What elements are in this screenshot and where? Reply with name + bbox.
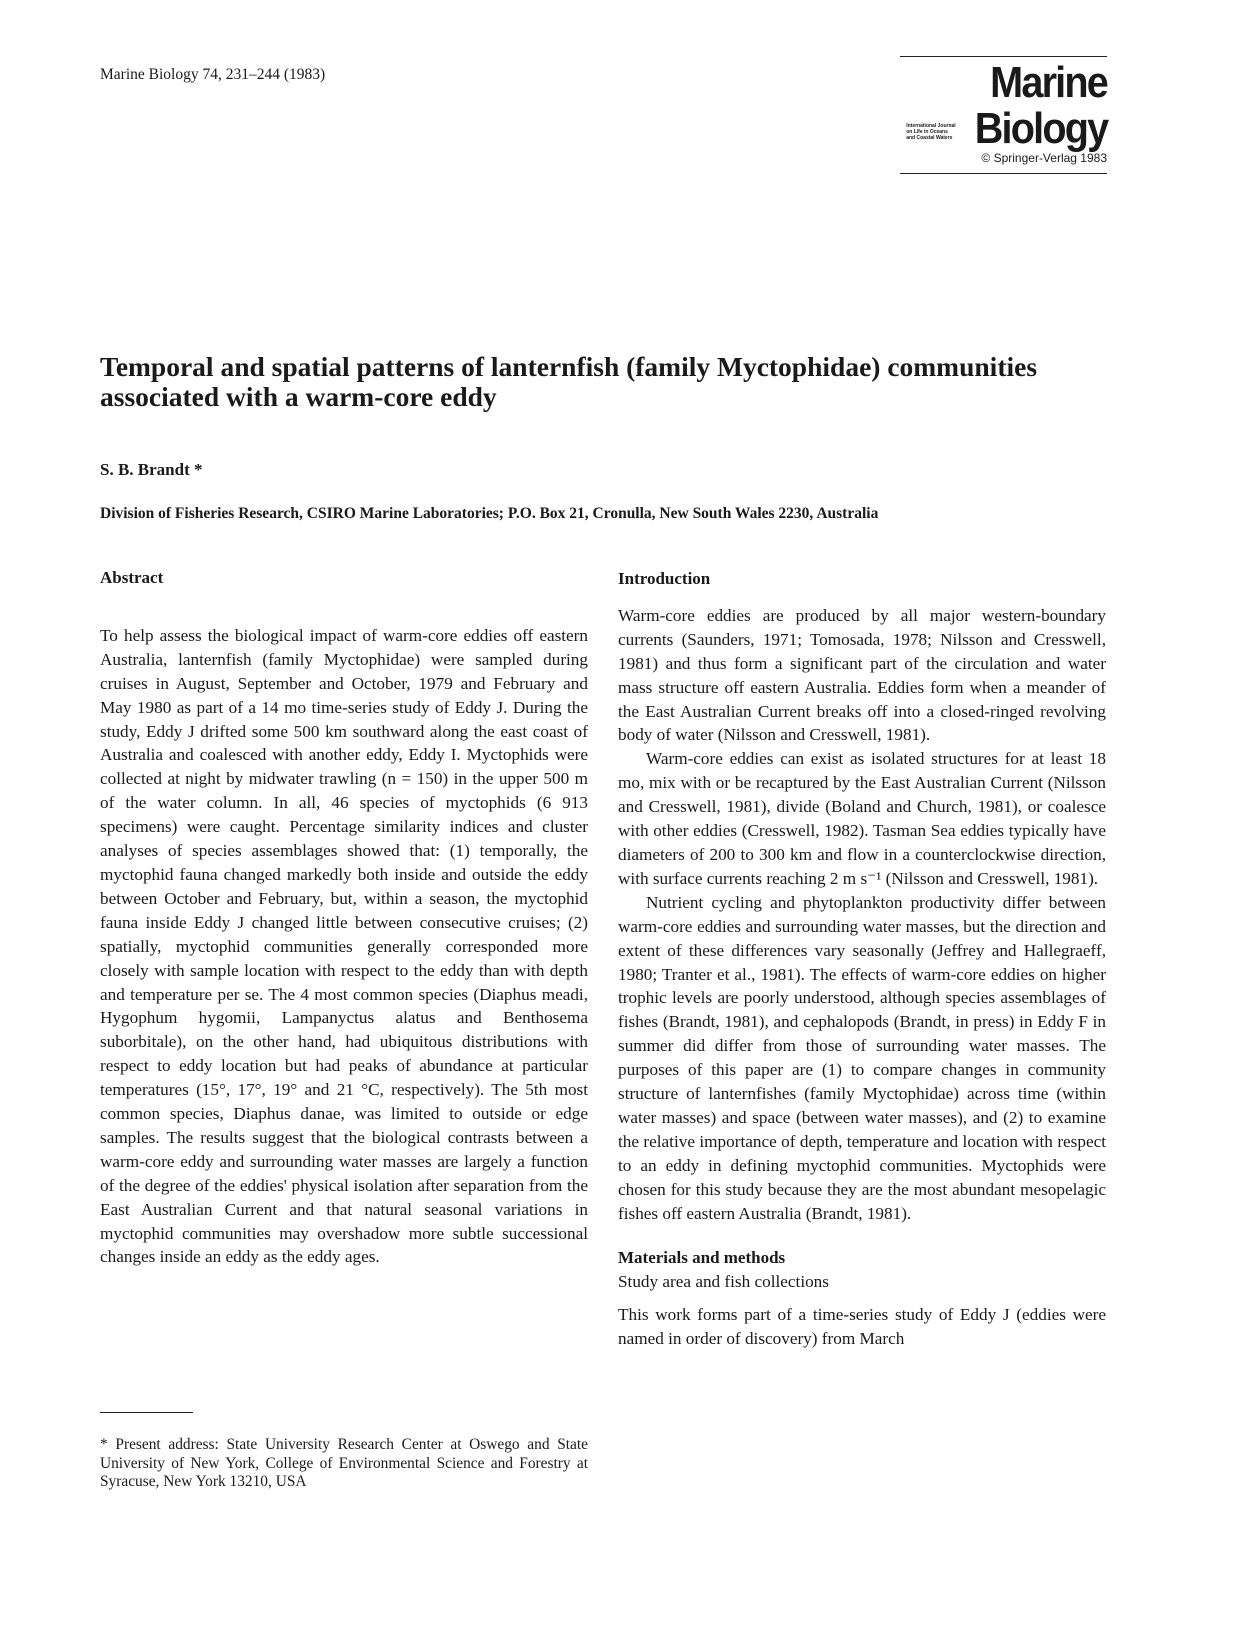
journal-citation: Marine Biology 74, 231–244 (1983)	[100, 66, 326, 83]
logo-subtitle-line: on Life in Oceans	[906, 129, 948, 135]
author: S. B. Brandt *	[100, 460, 203, 479]
abstract-heading: Abstract	[100, 568, 164, 587]
affiliation: Division of Fisheries Research, CSIRO Marine Laboratories; P.O. Box 21, Cronulla, New South Wales 2230, Australia	[100, 505, 879, 522]
abstract-text: To help assess the biological impact of warm-core eddies off eastern Australia, lanternfish (family Myctophidae) were sampled during cruises in August, September and October, 1979 and February and May 1980 as part of a 14 mo time-series study of Eddy J. During the study, Eddy J drifted some 500 km southward along the east coast of Australia and coalesced with another eddy, Eddy I. Myctophids were collected at night by midwater trawling (n = 150) in the upper 500 m of the water column. In all, 46 species of myctophids (6 913 specimens) were caught. Percentage similarity indices and cluster analyses of species assemblages showed that: (1) temporally, the myctophid fauna changed markedly both inside and outside the eddy between October and February, but, within a season, the myctophid fauna inside Eddy J changed little between consecutive cruises; (2) spatially, myctophid communities generally corresponded more closely with sample location with respect to the eddy than with depth and temperature per se. The 4 most common species (Diaphus meadi, Hygophum hygomii, Lampanyctus alatus and Benthosema suborbitale), on the other hand, had ubiquitous distributions with respect to eddy location but had peaks of abundance at particular temperatures (15°, 17°, 19° and 21 °C, respectively). The 5th most common species, Diaphus danae, was limited to outside or edge samples. The results suggest that the biological contrasts between a warm-core eddy and surrounding water masses are largely a function of the degree of the eddies' physical isolation after separation from the East Australian Current and that natural seasonal variations in myctophid communities may overshadow more subtle successional changes inside an eddy as the eddy ages.	[100, 625, 588, 1267]
logo-subtitle	[906, 123, 955, 141]
methods-text: This work forms part of a time-series study of Eddy J (eddies were named in order of discovery) from March	[618, 1305, 1106, 1349]
intro-paragraph: Warm-core eddies are produced by all major western-boundary currents (Saunders, 1971; Tomosada, 1978; Nilsson and Cresswell, 1981) and thus form a significant part of the circulation and water mass structure off eastern Australia. Eddies form when a meander of the East Australian Current breaks off into a closed-ringed revolving body of water (Nilsson and Cresswell, 1981).	[618, 605, 1106, 745]
footnote: * Present address: State University Research Center at Oswego and State University of New York, College of Environmental Science and Forestry at Syracuse, New York 13210, USA	[100, 1436, 588, 1490]
logo-rule-top	[900, 56, 1107, 57]
left-column	[100, 566, 588, 1269]
methods-heading: Materials and methods	[618, 1248, 786, 1268]
logo-line1: Marine	[990, 58, 1107, 107]
logo-line2: Biology	[974, 104, 1107, 153]
footnote-rule	[100, 1412, 193, 1413]
intro-paragraph: Warm-core eddies can exist as isolated structures for at least 18 mo, mix with or be recaptured by the East Australian Current (Nilsson and Cresswell, 1981), divide (Boland and Church, 1981), or coalesce with other eddies (Cresswell, 1982). Tasman Sea eddies typically have diameters of 200 to 300 km and flow in a counterclockwise direction, with surface currents reaching 2 m s⁻¹ (Nilsson and Cresswell, 1981).	[618, 749, 1106, 888]
intro-paragraph: Nutrient cycling and phytoplankton productivity differ between warm-core eddies and surrounding water masses, but the direction and extent of these differences vary seasonally (Jeffrey and Hallegraeff, 1980; Tranter et al., 1981). The effects of warm-core eddies on higher trophic levels are poorly understood, although species assemblages of fishes (Brandt, 1981), and cephalopods (Brandt, in press) in Eddy F in summer did differ from those of surrounding water masses. The purposes of this paper are (1) to compare changes in community structure of lanternfishes (family Myctophidae) across time (within water masses) and space (between water masses), and (2) to examine the relative importance of depth, temperature and location with respect to an eddy in defining myctophid communities. Myctophids were chosen for this study because they are the most abundant mesopelagic fishes off eastern Australia (Brandt, 1981).	[618, 892, 1106, 1223]
paper-title: Temporal and spatial patterns of lanternfish (family Myctophidae) communities associated with a warm-core eddy	[100, 351, 1038, 412]
logo-rule-bottom	[900, 173, 1107, 174]
introduction-heading: Introduction	[618, 569, 711, 588]
logo-subtitle-line: International Journal	[906, 123, 956, 129]
right-column	[618, 567, 1106, 1351]
publisher: © Springer-Verlag 1983	[981, 151, 1107, 165]
methods-subheading: Study area and fish collections	[618, 1272, 829, 1292]
logo-subtitle-line: and Coastal Waters	[906, 135, 953, 141]
journal-logo	[900, 56, 1107, 174]
